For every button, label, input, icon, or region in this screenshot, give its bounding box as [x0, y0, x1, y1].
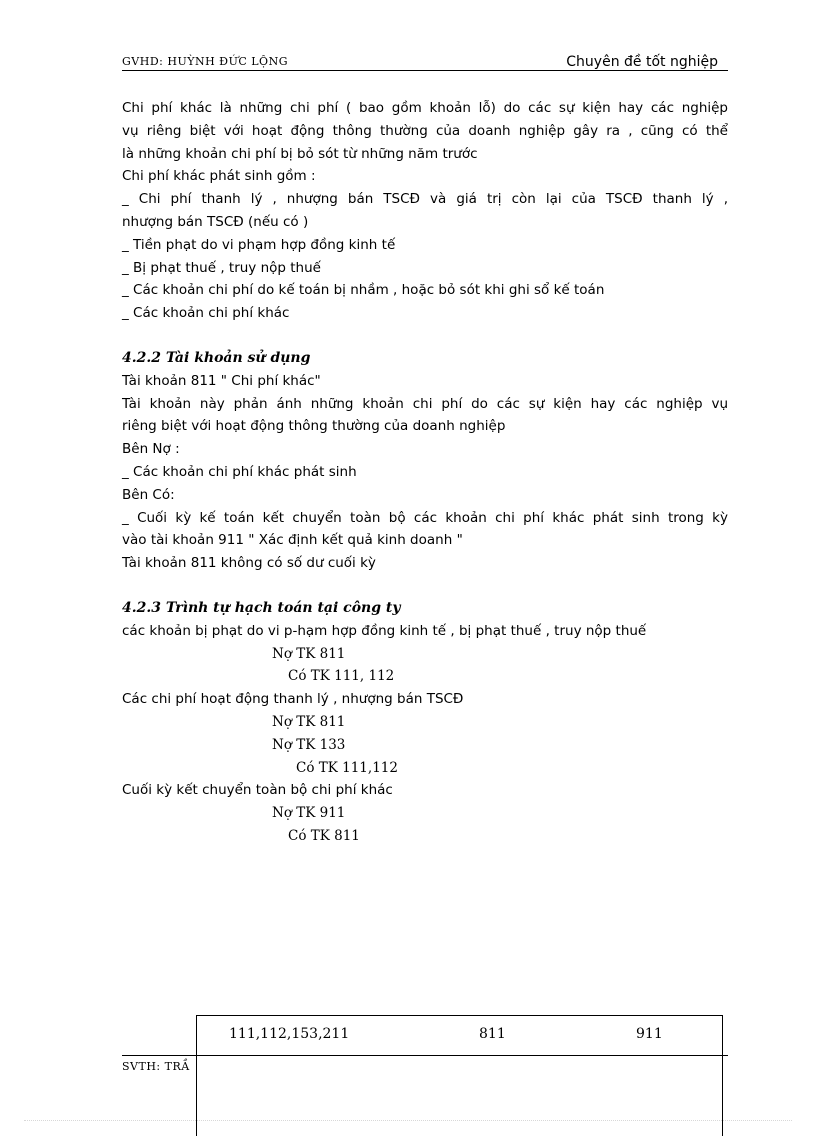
account-label: 111,112,153,211: [229, 1026, 350, 1042]
paragraph-line: là những khoản chi phí bị bỏ sót từ những năm trước: [122, 145, 478, 162]
list-item: _ Các khoản chi phí khác: [122, 305, 290, 322]
list-item: _ Bị phạt thuế , truy nộp thuế: [122, 259, 321, 276]
header-advisor: GVHD: HUỲNH ĐỨC LỘNG: [122, 55, 288, 68]
paragraph-line: Tài khoản 811 " Chi phí khác": [122, 372, 321, 389]
paragraph-line: Chi phí khác là những chi phí ( bao gồm khoản lỗ) do các sự kiện hay các nghiệp: [122, 100, 728, 116]
paragraph-line: Chi phí khác phát sinh gồm :: [122, 168, 316, 185]
document-body: [122, 97, 728, 848]
entry-credit: Có TK 111, 112: [288, 668, 395, 685]
account-label: 811: [479, 1026, 506, 1042]
paragraph-line: riêng biệt với hoạt động thông thường của doanh nghiệp: [122, 418, 506, 435]
account-label: 911: [636, 1026, 663, 1042]
entry-credit: Có TK 111,112: [296, 759, 398, 776]
section-heading: 4.2.3 Trình tự hạch toán tại công ty: [122, 599, 401, 616]
paragraph-line: Bên Có:: [122, 486, 175, 503]
paragraph-line: Tài khoản này phản ánh những khoản chi phí do các sự kiện hay các nghiệp vụ: [122, 395, 728, 412]
paragraph-line: Bên Nợ :: [122, 441, 180, 458]
entry-description: các khoản bị phạt do vi p-hạm hợp đồng kinh tế , bị phạt thuế , truy nộp thuế: [122, 622, 647, 639]
list-item: _ Chi phí thanh lý , nhượng bán TSCĐ và giá trị còn lại của TSCĐ thanh lý ,: [122, 191, 728, 208]
paragraph-line: vụ riêng biệt với hoạt động thông thường của doanh nghiệp gây ra , cũng có thể: [122, 122, 728, 139]
entry-credit: Có TK 811: [288, 827, 360, 844]
list-item: _ Cuối kỳ kế toán kết chuyển toàn bộ các khoản chi phí khác phát sinh trong kỳ: [122, 509, 728, 526]
list-item: _ Tiền phạt do vi phạm hợp đồng kinh tế: [122, 236, 396, 253]
page-edge: [24, 1120, 792, 1121]
list-item: _ Các khoản chi phí khác phát sinh: [122, 463, 357, 480]
entry-description: Các chi phí hoạt động thanh lý , nhượng bán TSCĐ: [122, 691, 464, 708]
section-heading: 4.2.2 Tài khoản sử dụng: [122, 349, 311, 366]
list-item: nhượng bán TSCĐ (nếu có ): [122, 213, 309, 230]
footer-student: SVTH: TRẦ: [122, 1060, 190, 1073]
account-diagram-box: [196, 1015, 723, 1136]
paragraph-line: vào tài khoản 911 " Xác định kết quả kinh doanh ": [122, 532, 463, 549]
list-item: _ Các khoản chi phí do kế toán bị nhầm , hoặc bỏ sót khi ghi sổ kế toán: [122, 282, 605, 299]
entry-debit: Nợ TK 811: [272, 645, 346, 662]
entry-description: Cuối kỳ kết chuyển toàn bộ chi phí khác: [122, 782, 393, 799]
header-title: Chuyên đề tốt nghiệp: [566, 54, 718, 70]
entry-debit: Nợ TK 133: [272, 736, 346, 753]
entry-debit: Nợ TK 811: [272, 713, 346, 730]
entry-debit: Nợ TK 911: [272, 805, 346, 822]
page-header: [122, 52, 728, 71]
paragraph-line: Tài khoản 811 không có số dư cuối kỳ: [122, 555, 376, 572]
